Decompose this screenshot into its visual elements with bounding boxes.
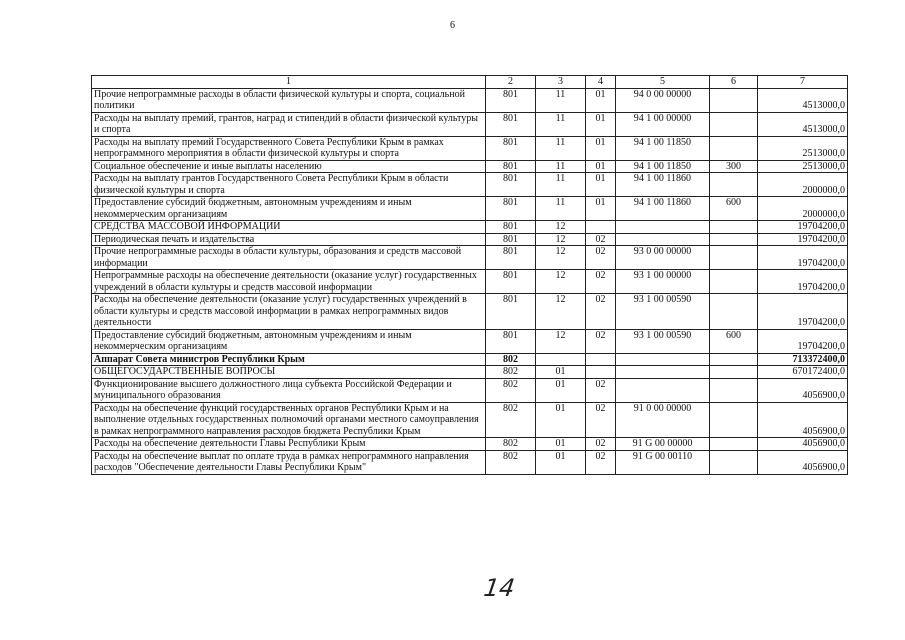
row-ministry-code: 802	[486, 366, 536, 379]
row-expense-type: 600	[710, 197, 758, 221]
row-amount: 670172400,0	[758, 366, 848, 379]
row-amount: 4513000,0	[758, 88, 848, 112]
row-subsection-code: 02	[586, 402, 616, 438]
row-amount: 713372400,0	[758, 353, 848, 366]
row-section-code: 11	[536, 173, 586, 197]
row-section-code: 01	[536, 378, 586, 402]
row-subsection-code: 01	[586, 88, 616, 112]
table-row	[92, 378, 848, 402]
row-section-code: 01	[536, 450, 586, 474]
table-row	[92, 160, 848, 173]
row-target-code: 93 1 00 00590	[616, 294, 710, 330]
row-ministry-code: 802	[486, 402, 536, 438]
row-name: ОБЩЕГОСУДАРСТВЕННЫЕ ВОПРОСЫ	[92, 366, 486, 379]
row-section-code	[536, 353, 586, 366]
row-target-code	[616, 221, 710, 234]
row-section-code: 11	[536, 136, 586, 160]
row-ministry-code: 802	[486, 353, 536, 366]
row-subsection-code	[586, 366, 616, 379]
row-subsection-code: 02	[586, 329, 616, 353]
header-col-1: 1	[92, 76, 486, 89]
row-amount: 4056900,0	[758, 450, 848, 474]
row-ministry-code: 802	[486, 438, 536, 451]
row-ministry-code: 801	[486, 160, 536, 173]
row-name: Расходы на обеспечение функций государственных органов Республики Крым и на выполнение отдельных государственных полномочий органами местного самоуправления в рамках непрограммного направления расходов бюджета Республики Крым	[92, 402, 486, 438]
table-row	[92, 197, 848, 221]
row-section-code: 12	[536, 294, 586, 330]
row-target-code: 91 0 00 00000	[616, 402, 710, 438]
row-name: Расходы на выплату грантов Государственного Совета Республики Крым в области физической культуры и спорта	[92, 173, 486, 197]
row-section-code: 01	[536, 438, 586, 451]
row-ministry-code: 801	[486, 246, 536, 270]
row-expense-type	[710, 136, 758, 160]
row-subsection-code: 02	[586, 233, 616, 246]
header-col-7: 7	[758, 76, 848, 89]
table-row	[92, 294, 848, 330]
page-number: 6	[450, 20, 455, 31]
row-section-code: 11	[536, 197, 586, 221]
row-expense-type	[710, 221, 758, 234]
row-section-code: 01	[536, 402, 586, 438]
row-amount: 2000000,0	[758, 173, 848, 197]
row-name: Расходы на обеспечение выплат по оплате труда в рамках непрограммного направления расходов "Обеспечение деятельности Главы Республики Крым"	[92, 450, 486, 474]
row-expense-type: 300	[710, 160, 758, 173]
row-expense-type	[710, 88, 758, 112]
row-target-code: 94 1 00 11850	[616, 136, 710, 160]
row-amount: 2513000,0	[758, 160, 848, 173]
row-section-code: 12	[536, 270, 586, 294]
row-name: Прочие непрограммные расходы в области культуры, образования и средств массовой информации	[92, 246, 486, 270]
row-ministry-code: 801	[486, 173, 536, 197]
row-expense-type	[710, 353, 758, 366]
row-target-code	[616, 353, 710, 366]
row-target-code: 94 0 00 00000	[616, 88, 710, 112]
row-subsection-code: 01	[586, 173, 616, 197]
row-subsection-code	[586, 221, 616, 234]
row-name: Непрограммные расходы на обеспечение деятельности (оказание услуг) государственных учреждений в области культуры и средств массовой информации	[92, 270, 486, 294]
row-subsection-code: 02	[586, 246, 616, 270]
row-subsection-code: 02	[586, 270, 616, 294]
row-subsection-code: 01	[586, 197, 616, 221]
row-section-code: 11	[536, 88, 586, 112]
row-subsection-code: 02	[586, 438, 616, 451]
table-row	[92, 329, 848, 353]
row-amount: 4513000,0	[758, 112, 848, 136]
table-row	[92, 270, 848, 294]
row-target-code	[616, 378, 710, 402]
row-ministry-code: 801	[486, 233, 536, 246]
row-target-code	[616, 233, 710, 246]
row-amount: 2513000,0	[758, 136, 848, 160]
row-name: Предоставление субсидий бюджетным, автономным учреждениям и иным некоммерческим организациям	[92, 329, 486, 353]
row-target-code: 94 1 00 11850	[616, 160, 710, 173]
row-expense-type	[710, 294, 758, 330]
header-row	[92, 76, 848, 89]
row-name: Аппарат Совета министров Республики Крым	[92, 353, 486, 366]
table-row	[92, 366, 848, 379]
row-target-code: 91 G 00 00110	[616, 450, 710, 474]
table-body	[92, 88, 848, 474]
row-subsection-code: 02	[586, 450, 616, 474]
row-amount: 19704200,0	[758, 294, 848, 330]
row-expense-type	[710, 246, 758, 270]
row-name: Прочие непрограммные расходы в области физической культуры и спорта, социальной политики	[92, 88, 486, 112]
row-amount: 4056900,0	[758, 378, 848, 402]
row-section-code: 12	[536, 233, 586, 246]
row-expense-type	[710, 378, 758, 402]
row-ministry-code: 801	[486, 221, 536, 234]
row-ministry-code: 801	[486, 136, 536, 160]
row-section-code: 11	[536, 160, 586, 173]
table-row	[92, 88, 848, 112]
row-target-code: 94 1 00 11860	[616, 173, 710, 197]
row-ministry-code: 801	[486, 294, 536, 330]
row-target-code: 93 1 00 00590	[616, 329, 710, 353]
row-name: Предоставление субсидий бюджетным, автономным учреждениям и иным некоммерческим организациям	[92, 197, 486, 221]
table-row	[92, 402, 848, 438]
row-amount: 4056900,0	[758, 438, 848, 451]
row-subsection-code	[586, 353, 616, 366]
row-expense-type	[710, 233, 758, 246]
row-ministry-code: 801	[486, 329, 536, 353]
header-col-5: 5	[616, 76, 710, 89]
header-col-6: 6	[710, 76, 758, 89]
table-row	[92, 233, 848, 246]
row-amount: 4056900,0	[758, 402, 848, 438]
table-row	[92, 353, 848, 366]
row-expense-type	[710, 366, 758, 379]
row-target-code: 94 1 00 11860	[616, 197, 710, 221]
row-amount: 19704200,0	[758, 270, 848, 294]
row-amount: 19704200,0	[758, 246, 848, 270]
row-name: Функционирование высшего должностного лица субъекта Российской Федерации и муниципального образования	[92, 378, 486, 402]
table-row	[92, 173, 848, 197]
table-row	[92, 221, 848, 234]
table-row	[92, 246, 848, 270]
row-name: Расходы на выплату премий Государственного Совета Республики Крым в рамках непрограммного мероприятия в области физической культуры и спорта	[92, 136, 486, 160]
row-subsection-code: 01	[586, 160, 616, 173]
header-col-4: 4	[586, 76, 616, 89]
row-name: СРЕДСТВА МАССОВОЙ ИНФОРМАЦИИ	[92, 221, 486, 234]
row-amount: 19704200,0	[758, 233, 848, 246]
row-name: Расходы на выплату премий, грантов, наград и стипендий в области физической культуры и спорта	[92, 112, 486, 136]
row-expense-type	[710, 450, 758, 474]
row-section-code: 12	[536, 221, 586, 234]
handwritten-page-number: 14	[482, 574, 517, 602]
table-row	[92, 136, 848, 160]
row-ministry-code: 802	[486, 378, 536, 402]
row-amount: 19704200,0	[758, 221, 848, 234]
header-col-3: 3	[536, 76, 586, 89]
row-name: Периодическая печать и издательства	[92, 233, 486, 246]
row-subsection-code: 02	[586, 378, 616, 402]
row-ministry-code: 801	[486, 112, 536, 136]
row-target-code: 94 1 00 00000	[616, 112, 710, 136]
row-expense-type	[710, 402, 758, 438]
row-subsection-code: 01	[586, 112, 616, 136]
row-expense-type	[710, 270, 758, 294]
table-row	[92, 438, 848, 451]
row-section-code: 12	[536, 246, 586, 270]
row-section-code: 01	[536, 366, 586, 379]
row-expense-type	[710, 438, 758, 451]
row-target-code: 93 1 00 00000	[616, 270, 710, 294]
row-name: Социальное обеспечение и иные выплаты населению	[92, 160, 486, 173]
row-ministry-code: 802	[486, 450, 536, 474]
row-target-code	[616, 366, 710, 379]
row-section-code: 12	[536, 329, 586, 353]
row-amount: 19704200,0	[758, 329, 848, 353]
table-row	[92, 112, 848, 136]
row-expense-type	[710, 112, 758, 136]
row-ministry-code: 801	[486, 197, 536, 221]
row-ministry-code: 801	[486, 270, 536, 294]
row-name: Расходы на обеспечение деятельности (оказание услуг) государственных учреждений в области культуры и средств массовой информации в рамках непрограммных видов деятельности	[92, 294, 486, 330]
row-target-code: 93 0 00 00000	[616, 246, 710, 270]
budget-table	[91, 75, 848, 475]
row-subsection-code: 01	[586, 136, 616, 160]
row-ministry-code: 801	[486, 88, 536, 112]
row-amount: 2000000,0	[758, 197, 848, 221]
row-target-code: 91 G 00 00000	[616, 438, 710, 451]
header-col-2: 2	[486, 76, 536, 89]
row-expense-type: 600	[710, 329, 758, 353]
row-subsection-code: 02	[586, 294, 616, 330]
row-expense-type	[710, 173, 758, 197]
table-row	[92, 450, 848, 474]
row-section-code: 11	[536, 112, 586, 136]
row-name: Расходы на обеспечение деятельности Главы Республики Крым	[92, 438, 486, 451]
